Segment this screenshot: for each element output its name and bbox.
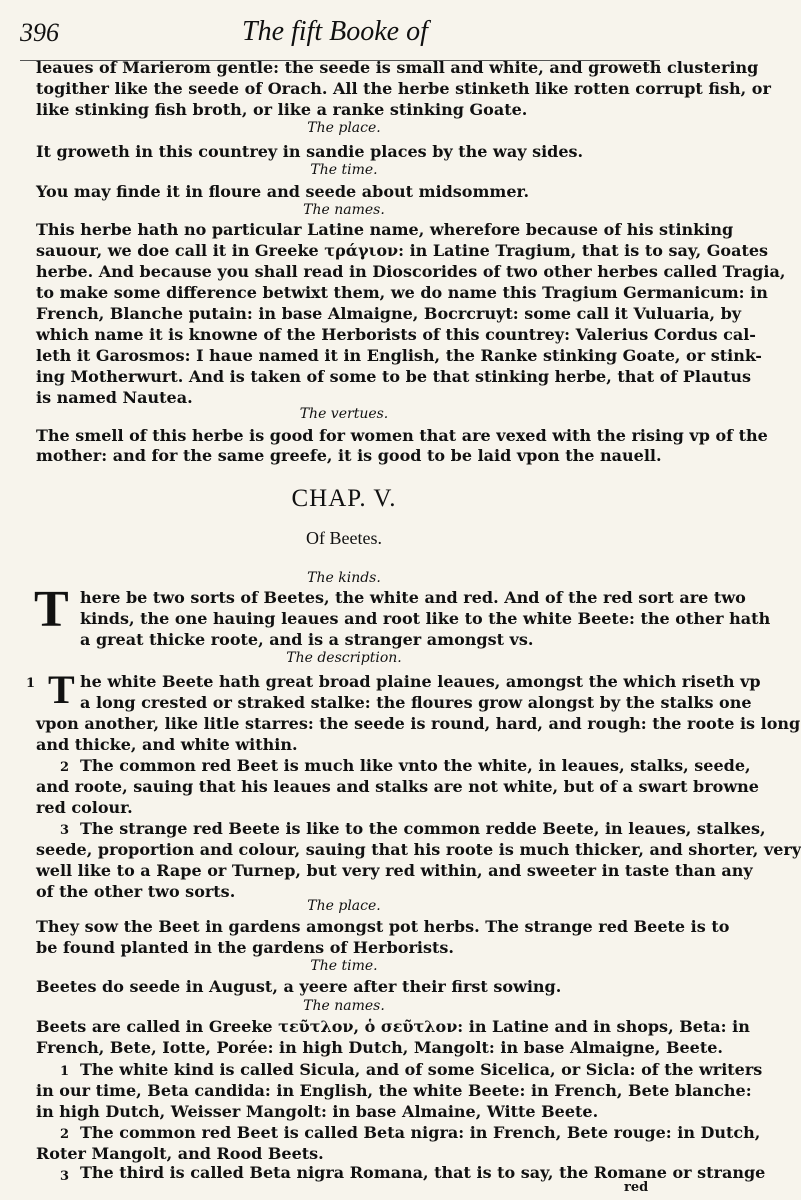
text-line: Roter Mangolt, and Rood Beets. xyxy=(36,1144,324,1163)
drop-capital: T xyxy=(34,581,69,638)
page-number: 396 xyxy=(20,18,59,47)
text-line: French, Bete, Iotte, Porée: in high Dutch, Mangolt: in base Almaigne, Beete. xyxy=(36,1038,723,1057)
text-line: sauour, we doe call it in Greeke τράγιον: in Latine Tragium, that is to say, Goates xyxy=(36,241,769,260)
section-heading-place: The place. xyxy=(307,898,381,914)
section-heading-kinds: The kinds. xyxy=(307,570,381,586)
text-line: The common red Beet is called Beta nigra: in French, Bete rouge: in Dutch, xyxy=(80,1123,761,1142)
text-line: French, Blanche putain: in base Almaigne, Bocrcruyt: some call it Vuluaria, by xyxy=(36,304,742,323)
item-number: 1 xyxy=(60,1064,70,1079)
item-number: 3 xyxy=(60,823,70,838)
item-number: 3 xyxy=(60,1169,70,1184)
running-title: The fift Booke of xyxy=(242,16,428,47)
text-line: and roote, sauing that his leaues and stalks are not white, but of a swart browne xyxy=(36,777,759,796)
text-line: is named Nautea. xyxy=(36,388,193,407)
text-line: of the other two sorts. xyxy=(36,882,236,901)
text-line: seede, proportion and colour, sauing that his roote is much thicker, and shorter, very xyxy=(36,840,801,859)
item-number: 2 xyxy=(60,760,70,775)
text-line: and thicke, and white within. xyxy=(36,735,298,754)
text-line: mother: and for the same greefe, it is good to be laid vpon the nauell. xyxy=(36,446,662,465)
section-heading-description: The description. xyxy=(286,650,402,666)
text-line: to make some difference betwixt them, we do name this Tragium Germanicum: in xyxy=(36,283,768,302)
text-line: vpon another, like litle starres: the seede is round, hard, and rough: the roote is long xyxy=(36,714,801,733)
text-line: red colour. xyxy=(36,798,133,817)
text-line: You may finde it in floure and seede about midsommer. xyxy=(36,182,530,201)
text-line: which name it is knowne of the Herborists of this countrey: Valerius Cordus cal- xyxy=(36,325,756,344)
text-line: he white Beete hath great broad plaine leaues, amongst the which riseth vp xyxy=(80,672,761,691)
text-line: kinds, the one hauing leaues and root like to the white Beete: the other hath xyxy=(80,609,771,628)
chapter-title: CHAP. V. xyxy=(291,485,397,512)
chapter-subtitle: Of Beetes. xyxy=(306,528,382,548)
section-heading-vertues: The vertues. xyxy=(299,406,389,422)
text-line: It groweth in this countrey in sandie places by the way sides. xyxy=(36,142,584,161)
text-line: in our time, Beta candida: in English, the white Beete: in French, Bete blanche: xyxy=(36,1081,752,1100)
text-line: Beets are called in Greeke τεῦτλον, ὁ σεῦτλον: in Latine and in shops, Beta: in xyxy=(36,1017,750,1036)
text-line: well like to a Rape or Turnep, but very red within, and sweeter in taste than any xyxy=(36,861,753,880)
text-line: a great thicke roote, and is a stranger amongst vs. xyxy=(80,630,534,649)
section-heading-time: The time. xyxy=(310,958,378,974)
text-line: like stinking fish broth, or like a ranke stinking Goate. xyxy=(36,100,528,119)
text-line: togither like the seede of Orach. All the herbe stinketh like rotten corrupt fish, or xyxy=(36,79,771,98)
section-heading-place: The place. xyxy=(307,120,381,136)
text-line: The third is called Beta nigra Romana, that is to say, the Romane or strange xyxy=(80,1163,766,1182)
text-line: here be two sorts of Beetes, the white and red. And of the red sort are two xyxy=(80,588,746,607)
text-line: The smell of this herbe is good for women that are vexed with the rising vp of the xyxy=(36,426,768,445)
page-header xyxy=(20,14,660,54)
text-line: The strange red Beete is like to the common redde Beete, in leaues, stalkes, xyxy=(80,819,766,838)
catchword: red xyxy=(624,1180,649,1195)
text-line: leaues of Marierom gentle: the seede is small and white, and groweth clustering xyxy=(36,58,759,77)
section-heading-names: The names. xyxy=(303,202,385,218)
item-number: 2 xyxy=(60,1127,70,1142)
section-heading-time: The time. xyxy=(310,162,378,178)
text-line: This herbe hath no particular Latine name, wherefore because of his stinking xyxy=(36,220,734,239)
text-line: The common red Beet is much like vnto the white, in leaues, stalks, seede, xyxy=(80,756,751,775)
item-number: 1 xyxy=(26,676,36,691)
text-line: leth it Garosmos: I haue named it in English, the Ranke stinking Goate, or stink- xyxy=(36,346,762,365)
text-line: a long crested or straked stalke: the floures grow alongst by the stalks one xyxy=(80,693,752,712)
text-line: The white kind is called Sicula, and of some Sicelica, or Sicla: of the writers xyxy=(80,1060,763,1079)
text-line: They sow the Beet in gardens amongst pot herbs. The strange red Beete is to xyxy=(36,917,730,936)
text-line: Beetes do seede in August, a yeere after their first sowing. xyxy=(36,977,562,996)
text-line: in high Dutch, Weisser Mangolt: in base Almaine, Witte Beete. xyxy=(36,1102,599,1121)
text-line: ing Motherwurt. And is taken of some to be that stinking herbe, that of Plautus xyxy=(36,367,751,386)
text-line: herbe. And because you shall read in Dioscorides of two other herbes called Tragia, xyxy=(36,262,786,281)
section-heading-names: The names. xyxy=(303,998,385,1014)
drop-capital: T xyxy=(48,667,75,712)
text-line: be found planted in the gardens of Herborists. xyxy=(36,938,454,957)
